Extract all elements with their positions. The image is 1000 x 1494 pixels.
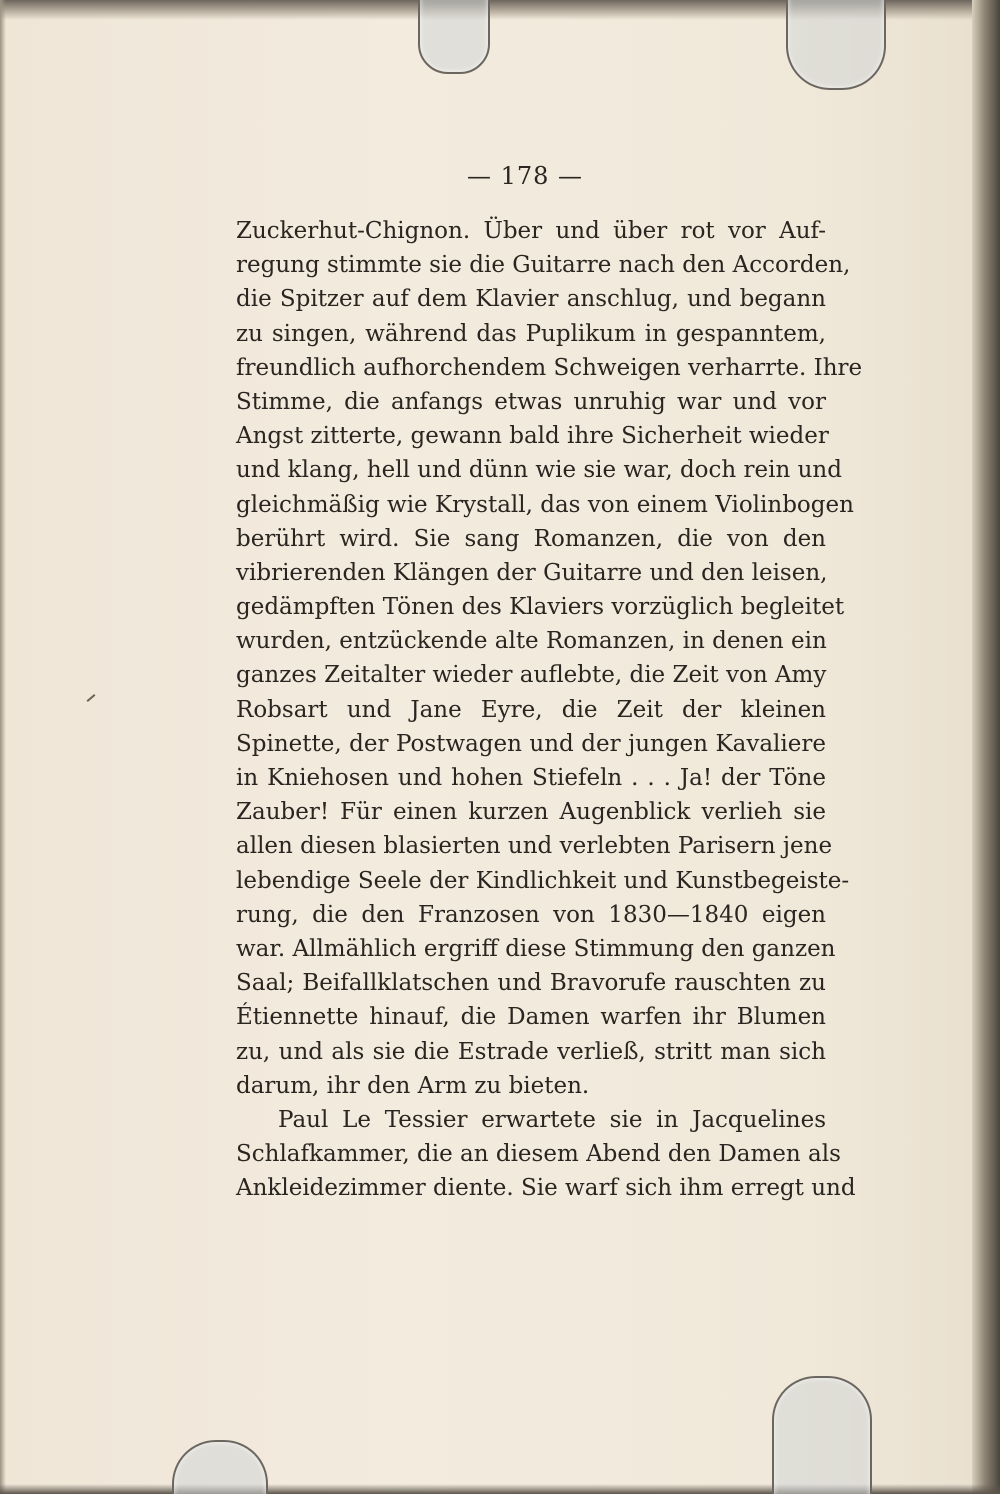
- page-holder-clip-bottom-left: [172, 1440, 268, 1494]
- text-line: wurden, entzückende alte Romanzen, in denen ein: [236, 628, 827, 655]
- text-line: zu, und als sie die Estrade verließ, stritt man sich: [236, 1038, 826, 1065]
- text-line: vibrierenden Klängen der Guitarre und den leisen,: [236, 559, 828, 586]
- text-line: die Spitzer auf dem Klavier anschlug, und begann: [236, 286, 826, 313]
- text-line: freundlich aufhorchendem Schweigen verharrte. Ihre: [236, 354, 863, 381]
- text-line: berührt wird. Sie sang Romanzen, die von den: [236, 525, 826, 552]
- text-line: Zauber! Für einen kurzen Augenblick verlieh sie: [236, 799, 826, 826]
- page-holder-clip-bottom-right: [772, 1376, 872, 1494]
- paragraph-start-line: Paul Le Tessier erwartete sie in Jacquelines: [278, 1106, 826, 1133]
- text-line: Saal; Beifallklatschen und Bravorufe rauschten zu: [236, 970, 826, 997]
- text-line: zu singen, während das Puplikum in gespanntem,: [236, 320, 826, 347]
- text-line: regung stimmte sie die Guitarre nach den Accorden,: [236, 252, 851, 279]
- text-line: Robsart und Jane Eyre, die Zeit der kleinen: [236, 696, 826, 723]
- text-line: Schlafkammer, die an diesem Abend den Damen als: [236, 1141, 841, 1168]
- text-line: war. Allmählich ergriff diese Stimmung den ganzen: [236, 935, 836, 962]
- text-line: ganzes Zeitalter wieder auflebte, die Zeit von Amy: [236, 662, 827, 689]
- text-line: Zuckerhut-Chignon. Über und über rot vor Auf-: [236, 218, 826, 244]
- text-line: Angst zitterte, gewann bald ihre Sicherheit wieder: [236, 423, 829, 450]
- text-line: allen diesen blasierten und verlebten Parisern jene: [236, 833, 833, 860]
- text-line: in Kniehosen und hohen Stiefeln . . . Ja! der Töne: [236, 765, 826, 791]
- text-line: gleichmäßig wie Krystall, das von einem Violinbogen: [236, 491, 854, 518]
- pencil-mark: [87, 694, 96, 702]
- text-line: rung, die den Franzosen von 1830—1840 eigen: [236, 901, 826, 928]
- text-line: gedämpften Tönen des Klaviers vorzüglich begleitet: [236, 594, 845, 621]
- text-line: Spinette, der Postwagen und der jungen Kavaliere: [236, 730, 826, 757]
- page-holder-clip-top-left: [418, 0, 490, 74]
- text-line: lebendige Seele der Kindlichkeit und Kunstbegeiste-: [236, 867, 850, 894]
- body-text: [236, 214, 863, 1205]
- page-spine-edge: [972, 0, 1000, 1494]
- text-line: Stimme, die anfangs etwas unruhig war und vor: [236, 388, 826, 415]
- text-line: Ankleidezimmer diente. Sie warf sich ihm erregt und: [236, 1175, 856, 1202]
- text-line: Étiennette hinauf, die Damen warfen ihr Blumen: [236, 1004, 826, 1031]
- page-left-edge: [0, 0, 6, 1494]
- text-line: und klang, hell und dünn wie sie war, doch rein und: [236, 457, 842, 484]
- page-number: — 178 —: [466, 162, 584, 190]
- paragraph-end-line: darum, ihr den Arm zu bieten.: [236, 1072, 590, 1099]
- page-holder-clip-top-right: [786, 0, 886, 90]
